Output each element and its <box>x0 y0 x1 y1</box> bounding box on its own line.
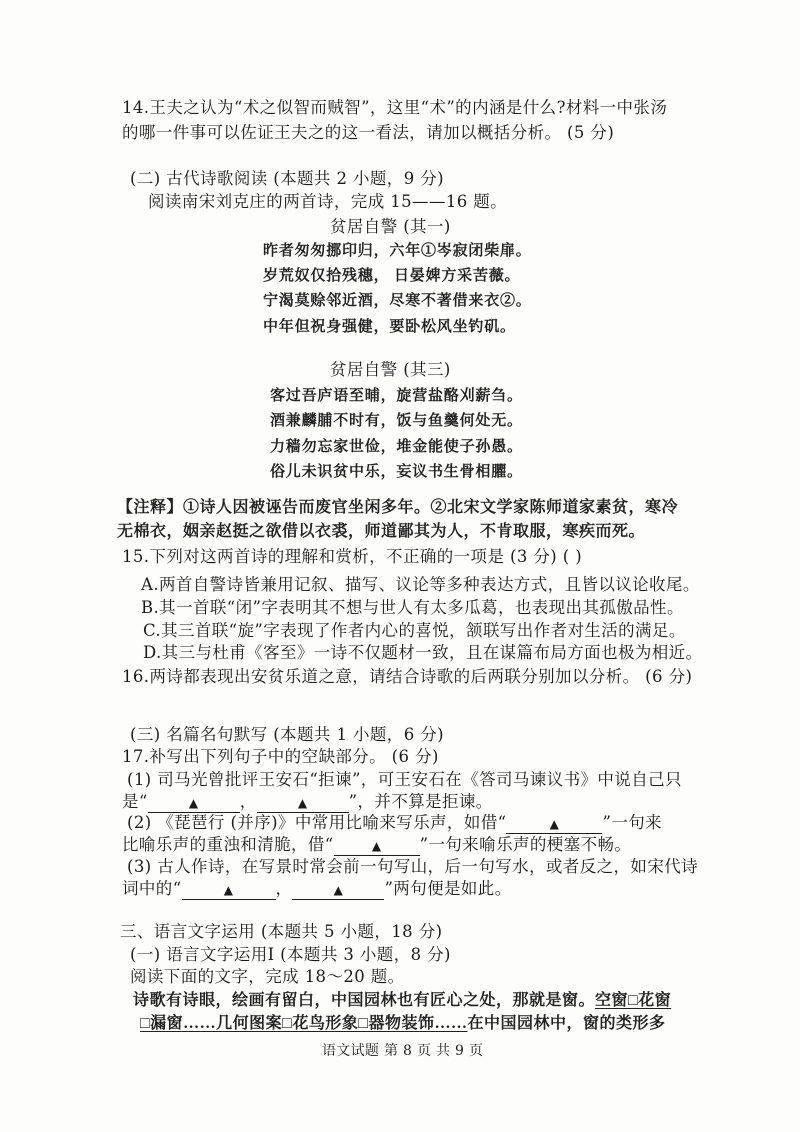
q15-stem: 15.下列对这两首诗的理解和赏析，不正确的一项是 (3 分) ( ) <box>122 547 583 566</box>
text-segment: 比喻乐声的重浊和清脆，借“ <box>122 835 334 854</box>
notes-line-1 <box>117 496 678 519</box>
answer-blank <box>257 792 349 813</box>
text-segment: ”两句便是如此。 <box>384 879 512 898</box>
answer-blank <box>148 792 240 813</box>
blank-marker: ▲ <box>297 796 308 810</box>
q17-item-2-line-2 <box>122 834 631 856</box>
text-segment: ”一句来喻乐声的梗塞不畅。 <box>419 835 632 854</box>
passage-underlined-text: □漏窗……几何图案□花鸟形象□器物装饰…… <box>140 1015 468 1032</box>
q14-line-2: 的哪一件事可以佐证王夫之的这一看法，请加以概括分析。 (5 分) <box>122 123 615 142</box>
section-language-intro: 阅读下面的文字，完成 18～20 题。 <box>130 967 405 986</box>
section-language-subheading: (一) 语言文字运用Ⅰ (本题共 3 小题，8 分) <box>130 945 451 964</box>
section-poetry-intro: 阅读南宋刘克庄的两首诗，完成 15——16 题。 <box>148 192 508 211</box>
answer-blank <box>182 879 276 900</box>
q15-option-a: A.两首自警诗皆兼用记叙、描写、议论等多种表达方式，且皆以议论收尾。 <box>141 575 700 594</box>
section-poetry-heading: (二) 古代诗歌阅读 (本题共 2 小题，9 分) <box>130 169 444 188</box>
poem-2-title: 贫居自警 (其三) <box>330 360 451 379</box>
poem-1-line: 中年但祝身强健，要卧松风坐钓矶。 <box>263 319 516 335</box>
answer-blank <box>334 835 420 856</box>
q17-stem: 17.补写出下列句子中的空缺部分。 (6 分) <box>122 747 439 766</box>
notes-label: 【注释】 <box>117 497 184 516</box>
q15-option-c: C.其三首联“旋”字表现了作者内心的喜悦，颔联写出作者对生活的满足。 <box>143 621 686 640</box>
passage-text: 在中国园林中，窗的类形多 <box>467 1015 666 1032</box>
q17-item-1-line-2 <box>122 791 493 813</box>
answer-blank <box>506 813 602 834</box>
blank-marker: ▲ <box>188 796 199 810</box>
section-language-heading: 三、语言文字运用 (本题共 5 小题，18 分) <box>120 922 443 941</box>
q15-option-d: D.其三与杜甫《客至》一诗不仅题材一致，且在谋篇布局方面也极为相近。 <box>143 643 703 662</box>
notes-line-2: 无棉衣，姻亲赵挺之欲借以衣裘，师道鄙其为人，不肯取服，寒疾而死。 <box>117 523 646 540</box>
blank-marker: ▲ <box>333 883 344 897</box>
page-footer: 语文试题 第 8 页 共 9 页 <box>322 1043 484 1059</box>
blank-marker: ▲ <box>371 839 382 853</box>
answer-blank <box>292 879 384 900</box>
poem-1-line: 岁荒奴仅拾残穗， 日晏婢方采苦薇。 <box>263 268 521 284</box>
passage-line-2 <box>140 1013 666 1035</box>
poem-1-line: 昨者匆匆挪印归，六年①岑寂闭柴扉。 <box>263 243 532 259</box>
poem-2-line: 客过吾庐语至晡，旋营盐酪刈薪刍。 <box>270 388 523 404</box>
poem-1-line: 宁渴莫赊邻近酒，尽寒不著借来衣②。 <box>263 293 532 309</box>
q17-item-2-line-1 <box>127 812 662 834</box>
q15-option-b: B.其一首联“闭”字表明其不想与世人有太多瓜葛，也表现出其孤傲品性。 <box>141 598 684 617</box>
poem-2-line: 俗儿未识贫中乐，妄议书生骨相臞。 <box>270 464 523 480</box>
q14-line-1: 14.王夫之认为“术之似智而贼智”，这里“术”的内涵是什么?材料一中张汤 <box>122 98 668 117</box>
blank-marker: ▲ <box>549 817 560 831</box>
poem-2-line: 力穑勿忘家世俭，堆金能使子孙愚。 <box>270 439 523 455</box>
passage-line-1 <box>133 990 671 1012</box>
q16-stem: 16.两诗都表现出安贫乐道之意，请结合诗歌的后两联分别加以分析。 (6 分) <box>122 667 693 686</box>
text-segment: ， <box>275 879 293 898</box>
q17-item-3-line-2 <box>122 878 512 900</box>
blank-marker: ▲ <box>223 883 234 897</box>
text-segment: ”一句来 <box>602 813 663 832</box>
text-segment: ”，并不算是拒谏。 <box>348 792 493 811</box>
text-segment: 是“ <box>122 792 148 811</box>
poem-1-title: 贫居自警 (其一) <box>330 217 451 236</box>
text-segment: (2) 《琵琶行 (并序)》中常用比喻来写乐声，如借“ <box>127 813 507 832</box>
poem-2-line: 酒兼麟脯不时有，饭与鱼羹何处无。 <box>270 413 523 429</box>
notes-text: ①诗人因被诬告而废官坐闲多年。②北宋文学家陈师道家素贫，寒冷 <box>183 499 679 516</box>
text-segment: 词中的“ <box>122 879 182 898</box>
passage-text: 诗歌有诗眼，绘画有留白，中国园林也有匠心之处，那就是窗。 <box>133 992 596 1009</box>
section-dictation-heading: (三) 名篇名句默写 (本题共 1 小题，6 分) <box>130 725 444 744</box>
passage-underlined-text: 空窗□花窗 <box>595 992 672 1009</box>
text-segment: ， <box>239 792 257 811</box>
q17-item-3-line-1: (3) 古人作诗，在写景时常会前一句写山，后一句写水，或者反之，如宋代诗 <box>127 857 699 876</box>
q17-item-1-line-1: (1) 司马光曾批评王安石“拒谏”，可王安石在《答司马谏议书》中说自己只 <box>127 770 682 789</box>
